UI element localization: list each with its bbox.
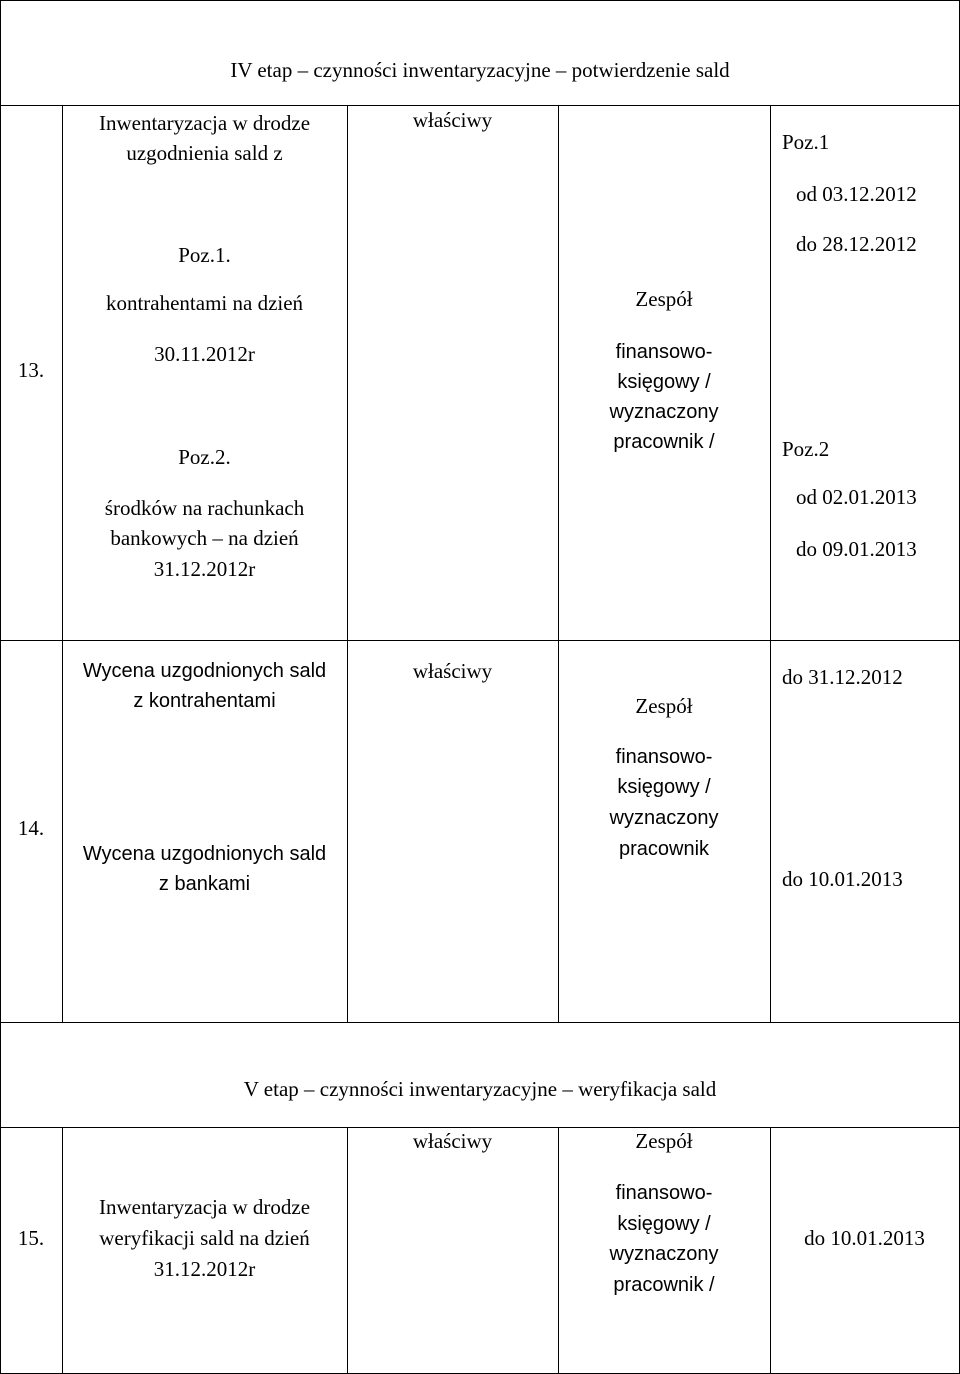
stage5-heading: V etap – czynności inwentaryzacyjne – weryfikacja sald [243, 1077, 717, 1101]
row13-task-line3: kontrahentami na dzień [105, 291, 304, 315]
row13-team-line1: Zespół [635, 287, 693, 311]
row15-task-line2: weryfikacji sald na dzień [99, 1226, 310, 1250]
rule-col4 [770, 105, 771, 1022]
row13-term-poz2-to: do 09.01.2013 [796, 537, 917, 561]
row13-poz2: Poz.2. [178, 445, 231, 469]
rule-col1-s2 [62, 1127, 63, 1374]
row13-term-poz2: Poz.2 [782, 437, 830, 461]
row14-team-line5: pracownik [618, 838, 710, 860]
row13-task-line4: środków na rachunkach [104, 496, 305, 520]
row13-responsible: właściwy [412, 108, 493, 132]
row15-task-line3: 31.12.2012r [153, 1257, 256, 1281]
row13-team-line2: finansowo- [615, 341, 713, 363]
row14-term2: do 10.01.2013 [782, 867, 903, 891]
rule-left [0, 0, 1, 1374]
row14-task1-line2: z kontrahentami [133, 690, 276, 712]
rule-top [0, 0, 960, 1]
row15-team-line1: Zespół [635, 1129, 693, 1153]
rule-col3 [558, 105, 559, 1022]
row14-responsible: właściwy [412, 659, 493, 683]
row14-task2-line2: z bankami [158, 873, 251, 895]
rule-row15-top [0, 1127, 960, 1128]
row13-task-line1: Inwentaryzacja w drodze [98, 111, 311, 135]
rule-col2 [347, 105, 348, 1022]
rule-row14-top [0, 640, 960, 641]
row13-date1: 30.11.2012r [154, 342, 255, 366]
row13-term-poz2-from: od 02.01.2013 [796, 485, 917, 509]
row14-team-line1: Zespół [635, 694, 693, 718]
row15-team-line3: księgowy / [617, 1213, 711, 1235]
row13-poz1: Poz.1. [178, 243, 231, 267]
row14-team-line4: wyznaczony [609, 807, 719, 829]
rule-row14-bottom [0, 1022, 960, 1023]
rule-row13-top [0, 105, 960, 106]
row15-responsible: właściwy [412, 1129, 493, 1153]
row14-task1-line1: Wycena uzgodnionych sald [82, 660, 327, 682]
row14-term1: do 31.12.2012 [782, 665, 903, 689]
row15-task-line1: Inwentaryzacja w drodze [98, 1195, 311, 1219]
row13-term-poz1: Poz.1 [782, 130, 830, 154]
row14-number: 14. [17, 816, 45, 840]
row15-term: do 10.01.2013 [804, 1226, 925, 1250]
row13-team-line4: wyznaczony [609, 401, 719, 423]
row13-team-line3: księgowy / [617, 371, 711, 393]
row13-task-line5: bankowych – na dzień [110, 526, 299, 550]
row15-team-line5: pracownik / [613, 1274, 715, 1296]
row13-term-poz1-to: do 28.12.2012 [796, 232, 917, 256]
row14-team-line2: finansowo- [615, 746, 713, 768]
row13-task-line2: uzgodnienia sald z [126, 141, 283, 165]
row15-team-line4: wyznaczony [609, 1243, 719, 1265]
row14-team-line3: księgowy / [617, 776, 711, 798]
row13-team-line5: pracownik / [613, 431, 715, 453]
rule-col4-s2 [770, 1127, 771, 1374]
stage4-heading: IV etap – czynności inwentaryzacyjne – potwierdzenie sald [230, 58, 730, 82]
row13-number: 13. [17, 358, 45, 382]
row14-task2-line1: Wycena uzgodnionych sald [82, 843, 327, 865]
row15-team-line2: finansowo- [615, 1182, 713, 1204]
row13-term-poz1-from: od 03.12.2012 [796, 182, 917, 206]
row15-number: 15. [17, 1226, 45, 1250]
rule-col2-s2 [347, 1127, 348, 1374]
row13-date2: 31.12.2012r [153, 557, 256, 581]
